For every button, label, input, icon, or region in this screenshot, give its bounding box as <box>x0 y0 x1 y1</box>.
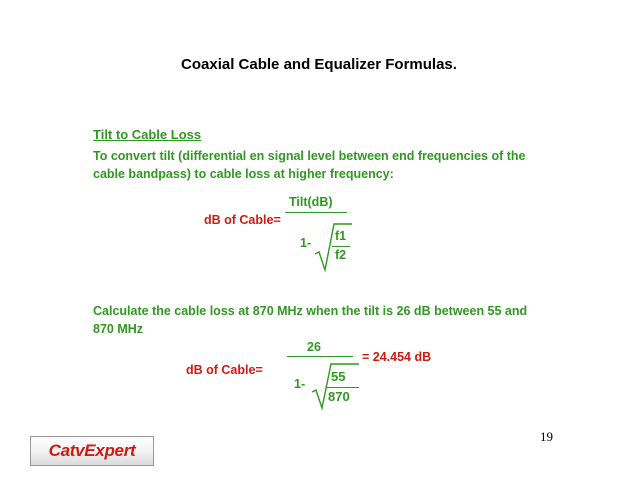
section1-description-line2: cable bandpass) to cable loss at higher frequency: <box>93 167 394 181</box>
formula1-fraction-bar <box>285 212 347 213</box>
formula2-inner-fraction-bar <box>327 387 359 388</box>
formula1-inner-denominator: f2 <box>335 248 347 262</box>
section1-description-line1: To convert tilt (differential en signal level between end frequencies of the <box>93 149 526 163</box>
formula1-sqrt-symbol <box>314 222 354 272</box>
formula1-numerator: Tilt(dB) <box>289 195 333 209</box>
logo-text: CatvExpert <box>48 441 136 460</box>
section2-description-line1: Calculate the cable loss at 870 MHz when the tilt is 26 dB between 55 and <box>93 304 528 318</box>
formula1-one-minus: 1- <box>300 236 312 250</box>
catvexpert-logo <box>30 436 154 466</box>
formula1-inner-fraction-bar <box>332 246 350 247</box>
formula2-numerator: 26 <box>307 340 321 354</box>
slide-page-number: 19 <box>540 429 553 444</box>
section2-description-line2: 870 MHz <box>93 322 144 336</box>
formula2-result: = 24.454 dB <box>362 350 432 364</box>
formula2-fraction-bar <box>287 356 353 357</box>
formula2-inner-denominator: 870 <box>328 389 350 404</box>
formula1-lhs-label: dB of Cable= <box>204 213 281 227</box>
formula2-lhs-label: dB of Cable= <box>186 363 263 377</box>
formula2-one-minus: 1- <box>294 377 306 391</box>
slide-title: Coaxial Cable and Equalizer Formulas. <box>181 56 457 73</box>
formula2-inner-numerator: 55 <box>331 369 346 384</box>
formula1-inner-numerator: f1 <box>335 229 347 243</box>
section-heading-tilt-to-cable-loss: Tilt to Cable Loss <box>93 127 202 142</box>
